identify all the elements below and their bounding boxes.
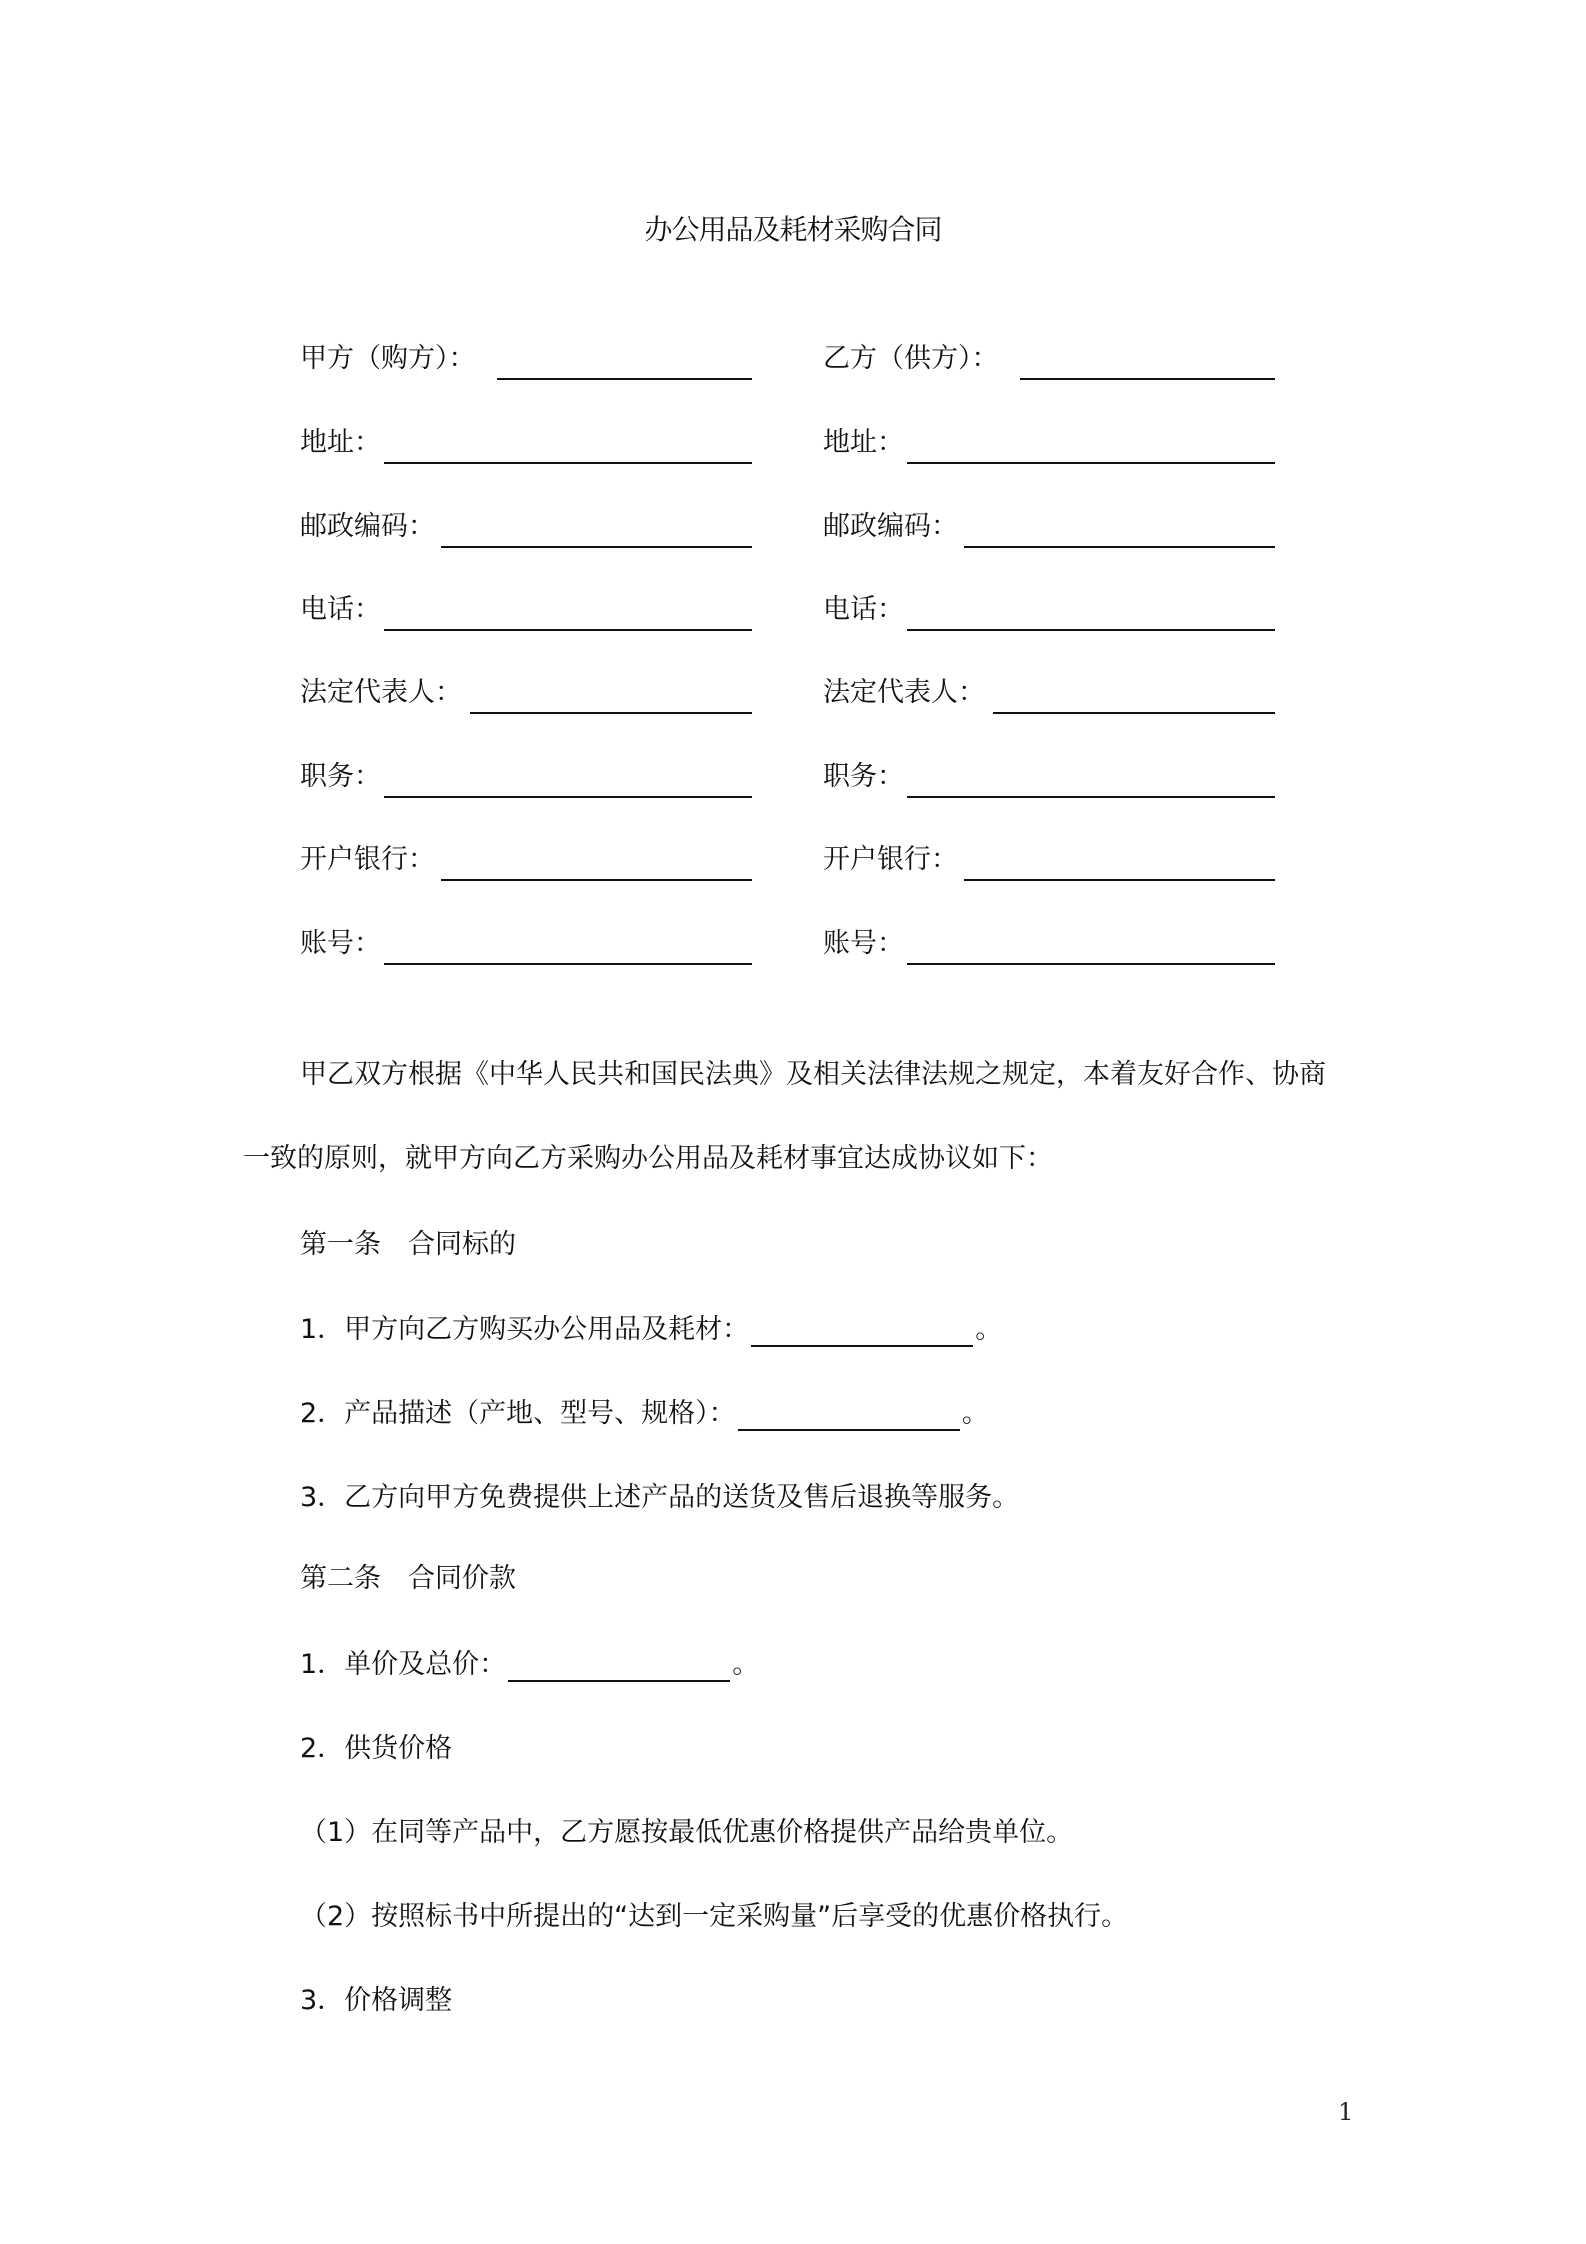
article-2-item-1	[300, 1648, 759, 1682]
party-b-rep-blank[interactable]	[993, 712, 1275, 714]
party-a-postcode-blank[interactable]	[441, 546, 752, 548]
party-a-position-label: 职务：	[300, 761, 381, 792]
party-a-phone-blank[interactable]	[384, 629, 752, 631]
party-a-postcode-field	[300, 510, 752, 550]
party-b-address-blank[interactable]	[907, 462, 1275, 464]
party-a-phone-field	[300, 593, 752, 633]
party-b-phone-label: 电话：	[823, 594, 904, 625]
party-b-postcode-label: 邮政编码：	[823, 511, 958, 542]
party-b-name-blank[interactable]	[1020, 378, 1275, 380]
party-b-name-field	[823, 342, 1275, 382]
article-2-item-1-text: 1．单价及总价：	[300, 1649, 507, 1680]
party-a-rep-field	[300, 676, 752, 716]
party-b-account-blank[interactable]	[907, 963, 1275, 965]
article-2-item-1-blank[interactable]	[508, 1650, 730, 1682]
article-2-item-2: 2．供货价格	[300, 1733, 453, 1764]
article-1-item-1	[300, 1313, 1002, 1347]
party-a-rep-label: 法定代表人：	[300, 677, 462, 708]
party-a-name-blank[interactable]	[497, 378, 752, 380]
party-a-address-field	[300, 426, 752, 466]
article-1-item-1-blank[interactable]	[751, 1315, 973, 1347]
article-1-item-3: 3．乙方向甲方免费提供上述产品的送货及售后退换等服务。	[300, 1482, 1020, 1513]
party-b-rep-field	[823, 676, 1275, 716]
party-a-address-label: 地址：	[300, 427, 381, 458]
party-a-name-field	[300, 342, 752, 382]
party-b-position-field	[823, 760, 1275, 800]
article-1-item-2-text: 2．产品描述（产地、型号、规格）：	[300, 1398, 736, 1429]
article-2-item-3: 3．价格调整	[300, 1985, 453, 2016]
article-1-item-2-end: 。	[961, 1398, 989, 1429]
party-b-position-blank[interactable]	[907, 796, 1275, 798]
article-1-heading: 第一条 合同标的	[300, 1229, 516, 1260]
party-a-position-blank[interactable]	[384, 796, 752, 798]
party-a-address-blank[interactable]	[384, 462, 752, 464]
party-b-postcode-field	[823, 510, 1275, 550]
article-2-sub-2: （2）按照标书中所提出的“达到一定采购量”后享受的优惠价格执行。	[300, 1901, 1129, 1932]
preamble-line-1: 甲乙双方根据《中华人民共和国民法典》及相关法律法规之规定，本着友好合作、协商	[300, 1059, 1326, 1090]
party-a-name-label: 甲方（购方）：	[300, 343, 476, 374]
article-1-item-1-end: 。	[975, 1314, 1003, 1345]
article-2-item-1-end: 。	[732, 1649, 760, 1680]
party-a-rep-blank[interactable]	[470, 712, 752, 714]
party-a-bank-blank[interactable]	[441, 879, 752, 881]
party-b-phone-blank[interactable]	[907, 629, 1275, 631]
party-b-rep-label: 法定代表人：	[823, 677, 985, 708]
article-2-heading: 第二条 合同价款	[300, 1563, 516, 1594]
page-number: 1	[1338, 2098, 1354, 2126]
article-2-sub-1: （1）在同等产品中，乙方愿按最低优惠价格提供产品给贵单位。	[300, 1817, 1074, 1848]
document-title: 办公用品及耗材采购合同	[644, 213, 942, 246]
party-b-address-label: 地址：	[823, 427, 904, 458]
party-a-phone-label: 电话：	[300, 594, 381, 625]
party-a-bank-field	[300, 843, 752, 883]
party-b-account-field	[823, 927, 1275, 967]
preamble-line-2: 一致的原则，就甲方向乙方采购办公用品及耗材事宜达成协议如下：	[243, 1143, 1053, 1174]
party-b-phone-field	[823, 593, 1275, 633]
article-1-item-1-text: 1．甲方向乙方购买办公用品及耗材：	[300, 1314, 750, 1345]
party-b-address-field	[823, 426, 1275, 466]
party-a-account-field	[300, 927, 752, 967]
party-b-postcode-blank[interactable]	[964, 546, 1275, 548]
party-b-position-label: 职务：	[823, 761, 904, 792]
party-b-account-label: 账号：	[823, 928, 904, 959]
party-a-position-field	[300, 760, 752, 800]
party-b-bank-field	[823, 843, 1275, 883]
party-b-bank-blank[interactable]	[964, 879, 1275, 881]
party-b-name-label: 乙方（供方）：	[823, 343, 999, 374]
party-a-account-label: 账号：	[300, 928, 381, 959]
article-1-item-2-blank[interactable]	[738, 1399, 960, 1431]
party-a-bank-label: 开户银行：	[300, 844, 435, 875]
party-a-account-blank[interactable]	[384, 963, 752, 965]
article-1-item-2	[300, 1397, 989, 1431]
party-b-bank-label: 开户银行：	[823, 844, 958, 875]
party-a-postcode-label: 邮政编码：	[300, 511, 435, 542]
